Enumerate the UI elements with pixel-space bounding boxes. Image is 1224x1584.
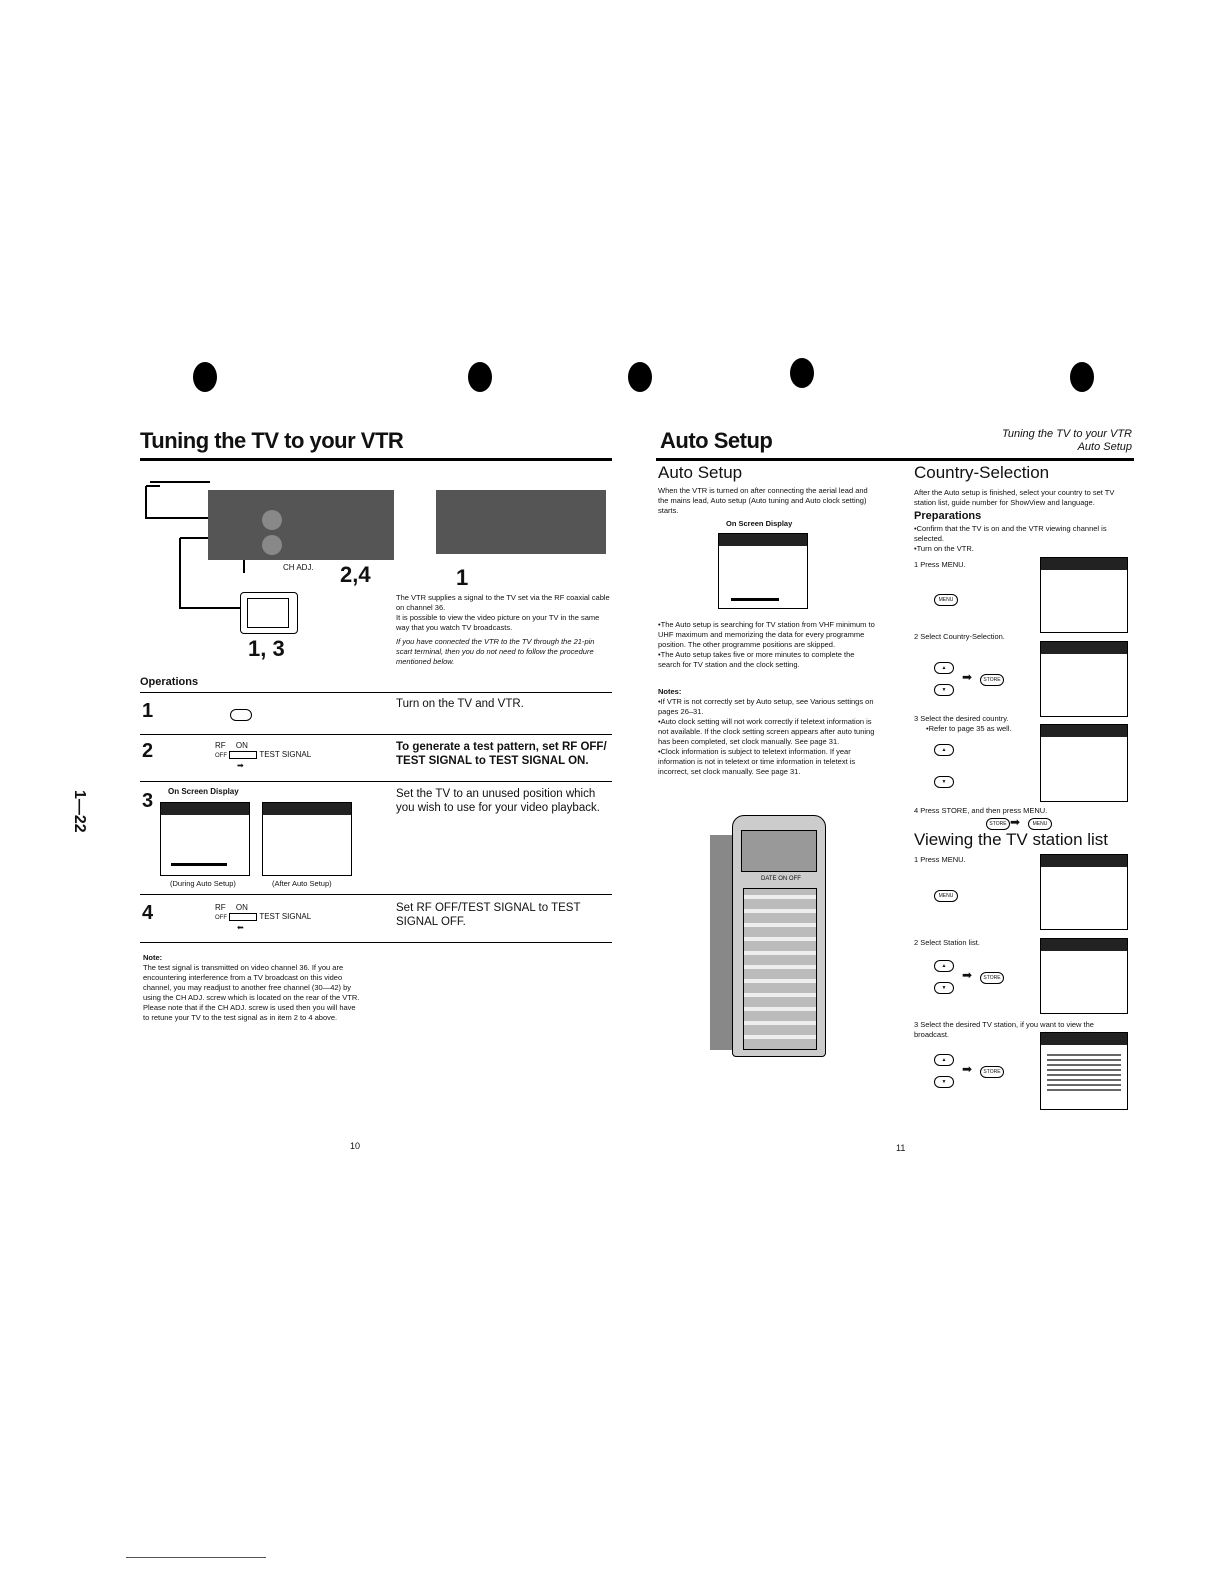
vtr-rear-photo (208, 490, 394, 560)
country-step-1: 1 Press MENU. (914, 560, 966, 569)
remote-on-label: ON (778, 876, 788, 882)
up-button-icon: ▲ (934, 1054, 954, 1066)
remote-off-label: OFF (788, 876, 801, 882)
header-rule (656, 458, 1134, 461)
running-header-line: Auto Setup (1077, 441, 1132, 453)
running-header (1002, 428, 1132, 454)
store-button-icon: STORE (980, 674, 1004, 686)
osd-screen-during (160, 802, 250, 876)
operations-heading: Operations (140, 676, 199, 688)
power-button-icon (230, 709, 252, 721)
prep-list (914, 524, 1134, 554)
divider (140, 942, 612, 943)
header-rule (140, 458, 612, 461)
remote-button-grid (743, 888, 817, 1050)
osd-menu-screen (1040, 854, 1128, 930)
step-number: 3 (142, 790, 154, 812)
menu-button-icon: MENU (1028, 818, 1052, 830)
viewing-step-1: 1 Press MENU. (914, 855, 966, 864)
step-instruction: Set RF OFF/TEST SIGNAL to TEST SIGNAL OFF. (396, 902, 581, 928)
vtr-terminal (262, 510, 282, 530)
off-label: OFF (215, 753, 227, 759)
rf-label: RF (215, 741, 226, 750)
prep-item: •Confirm that the TV is on and the VTR viewing channel is selected. (914, 524, 1107, 543)
divider (140, 692, 612, 693)
note-label: Note: (143, 953, 163, 962)
arrow-right-icon: ➡ (237, 761, 244, 770)
country-intro: After the Auto setup is finished, select your country to set TV station list, guide number for ShowView and language. (914, 488, 1115, 507)
caption-during: (During Auto Setup) (170, 879, 236, 888)
vtr-front-photo (436, 490, 606, 554)
remote-display (741, 830, 817, 872)
page-title-left: Tuning the TV to your VTR (140, 428, 404, 453)
tv-set-icon (240, 592, 298, 634)
osd-station-list-screen (1040, 1032, 1128, 1110)
osd-label: On Screen Display (168, 787, 239, 796)
preparations-heading: Preparations (914, 510, 982, 522)
section-heading-country: Country-Selection (914, 463, 1050, 482)
divider (140, 734, 612, 735)
step-ref-24: 2,4 (340, 562, 371, 587)
desc-line: It is possible to view the video picture on your TV in the same way that you watch TV broadcasts. (396, 613, 600, 632)
section-heading-viewing: Viewing the TV station list (914, 830, 1109, 849)
up-button-icon: ▲ (934, 960, 954, 972)
switch-slider-icon (229, 913, 257, 921)
on-label: ON (235, 903, 248, 912)
country-step-3b: •Refer to page 35 as well. (926, 724, 1012, 733)
arrow-right-icon: ➡ (962, 1062, 973, 1076)
switch-slider-icon (229, 751, 257, 759)
desc-line: If you have connected the VTR to the TV through the 21-pin scart terminal, then you do not need to follow the procedure mentioned below. (396, 637, 595, 666)
note-text: The test signal is transmitted on video channel 36. If you are encountering interference from a TV broadcast on this video channel, you may readjust to another free channel (30—42) by using the CH ADJ. screw which is located on the rear of the VTR. Please note that if the CH ADJ. screw is used then you will have to retune your TV to the test signal as in item 2 to 4 above. (143, 963, 360, 1022)
note-item: •Clock information is subject to teletext information. If year information is not in teletext or time information in teletext is incorrect, set clock manually. See page 31. (658, 747, 856, 776)
divider (140, 894, 612, 895)
osd-country-menu-screen (1040, 641, 1128, 717)
osd-station-menu-screen (1040, 938, 1128, 1014)
on-label: ON (235, 741, 248, 750)
divider (140, 781, 612, 782)
osd-screen-after (262, 802, 352, 876)
station-list-rows (1047, 1051, 1121, 1091)
step-instruction: To generate a test pattern, set RF OFF/ TEST SIGNAL to TEST SIGNAL ON. (396, 741, 607, 767)
test-signal-label: TEST SIGNAL (259, 750, 312, 759)
osd-country-list-screen (1040, 724, 1128, 802)
step-instruction: Set the TV to an unused position which you wish to use for your video playback. (396, 788, 600, 814)
rf-switch-diagram (215, 741, 311, 770)
registration-mark (790, 358, 814, 388)
auto-setup-bullets (658, 620, 878, 670)
step-number: 4 (142, 902, 154, 924)
bullet-item: •The Auto setup takes five or more minutes to complete the search for TV station and the clock setting. (658, 650, 855, 669)
registration-mark (1070, 362, 1094, 392)
off-label: OFF (215, 915, 227, 921)
side-page-label: 1—22 (71, 790, 88, 833)
desc-line: The VTR supplies a signal to the TV set via the RF coaxial cable on channel 36. (396, 593, 610, 612)
step-number: 2 (142, 740, 154, 762)
store-button-icon: STORE (986, 818, 1010, 830)
viewing-step-3: 3 Select the desired TV station, if you want to view the broadcast. (914, 1020, 1094, 1039)
country-step-4: 4 Press STORE, and then press MENU. (914, 806, 1048, 815)
store-button-icon: STORE (980, 972, 1004, 984)
remote-side-strip (710, 835, 732, 1050)
menu-button-icon: MENU (934, 890, 958, 902)
registration-mark (193, 362, 217, 392)
ch-adj-label: CH ADJ. (283, 563, 314, 572)
viewing-step-2: 2 Select Station list. (914, 938, 980, 947)
bottom-rule (126, 1557, 266, 1558)
test-signal-label: TEST SIGNAL (259, 912, 312, 921)
arrow-left-icon: ⬅ (237, 923, 244, 932)
osd-label: On Screen Display (726, 519, 793, 528)
menu-button-icon: MENU (934, 594, 958, 606)
up-button-icon: ▲ (934, 744, 954, 756)
store-button-icon: STORE (980, 1066, 1004, 1078)
section-heading-auto-setup: Auto Setup (658, 463, 743, 482)
notes-label: Notes: (658, 687, 682, 696)
note-item: •Auto clock setting will not work correctly if teletext information is not available. If the clock setting screen appears after auto tuning has been completed, set clock manually. See page 31. (658, 717, 875, 746)
remote-date-label: DATE (761, 876, 777, 882)
country-step-3: 3 Select the desired country. (914, 714, 1009, 723)
remote-label-row (761, 876, 801, 882)
down-button-icon: ▼ (934, 982, 954, 994)
bullet-item: •The Auto setup is searching for TV station from VHF minimum to UHF maximum and memorizing the data for every programme position. The other programme positions are skipped. (658, 620, 875, 649)
rf-switch-diagram (215, 903, 311, 932)
down-button-icon: ▼ (934, 776, 954, 788)
arrow-right-icon: ➡ (1010, 815, 1021, 829)
caption-after: (After Auto Setup) (272, 879, 332, 888)
page-title-right: Auto Setup (660, 428, 773, 453)
step-ref-13: 1, 3 (248, 636, 285, 661)
down-button-icon: ▼ (934, 684, 954, 696)
osd-screen-auto-setup (718, 533, 808, 609)
registration-mark (628, 362, 652, 392)
down-button-icon: ▼ (934, 1076, 954, 1088)
remote-control-illustration (732, 815, 826, 1057)
arrow-right-icon: ➡ (962, 968, 973, 982)
vtr-terminal (262, 535, 282, 555)
notes-list (658, 697, 878, 777)
running-header-line: Tuning the TV to your VTR (1001, 428, 1132, 440)
rf-label: RF (215, 903, 226, 912)
arrow-right-icon: ➡ (962, 670, 973, 684)
step-number: 1 (142, 700, 154, 722)
step-instruction: Turn on the TV and VTR. (396, 698, 524, 710)
note-item: •If VTR is not correctly set by Auto setup, see Various settings on pages 26–31. (658, 697, 874, 716)
registration-mark (468, 362, 492, 392)
page-number-left: 10 (350, 1141, 361, 1151)
page-number-right: 11 (896, 1143, 906, 1153)
osd-menu-screen (1040, 557, 1128, 633)
country-step-2: 2 Select Country-Selection. (914, 632, 1005, 641)
diagram-desc (396, 593, 612, 667)
auto-setup-intro: When the VTR is turned on after connecting the aerial lead and the mains lead, Auto setup (Auto tuning and Auto clock setting) starts. (658, 486, 868, 515)
step-ref-1: 1 (456, 565, 469, 590)
prep-item: •Turn on the VTR. (914, 544, 974, 553)
up-button-icon: ▲ (934, 662, 954, 674)
